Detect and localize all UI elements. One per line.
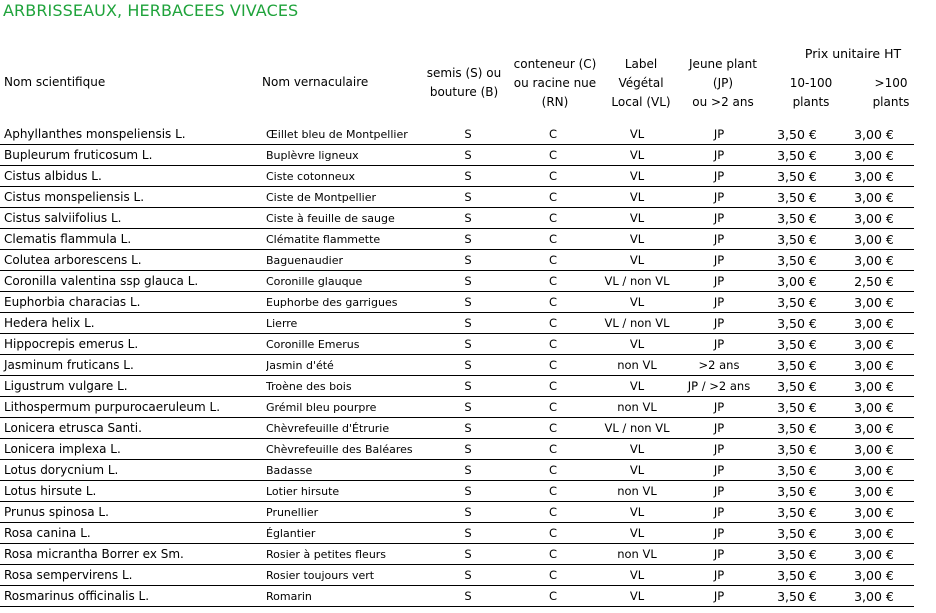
method-cell: S xyxy=(426,313,510,334)
container-cell: C xyxy=(510,166,596,187)
label-cell: VL xyxy=(596,334,678,355)
young-plant-cell: JP xyxy=(678,271,760,292)
table-row xyxy=(0,418,914,439)
header-price-line: 10-100 xyxy=(789,76,833,90)
price-over-100-cell: 3,00 € xyxy=(834,145,914,166)
header-price-line: plants xyxy=(792,95,830,109)
vernacular-name-cell: Euphorbe des garrigues xyxy=(266,292,426,313)
container-cell: C xyxy=(510,313,596,334)
header-scientific-name: Nom scientifique xyxy=(4,75,106,89)
scientific-name-cell: Jasminum fruticans L. xyxy=(0,355,266,376)
container-cell: C xyxy=(510,544,596,565)
label-cell: VL xyxy=(596,187,678,208)
price-10-100-cell: 3,50 € xyxy=(760,166,834,187)
price-10-100-cell: 3,00 € xyxy=(760,271,834,292)
container-cell: C xyxy=(510,145,596,166)
scientific-name-cell: Euphorbia characias L. xyxy=(0,292,266,313)
vernacular-name-cell: Lotier hirsute xyxy=(266,481,426,502)
price-over-100-cell: 3,00 € xyxy=(834,166,914,187)
table-row xyxy=(0,544,914,565)
label-cell: VL xyxy=(596,565,678,586)
container-cell: C xyxy=(510,334,596,355)
vernacular-name-cell: Églantier xyxy=(266,523,426,544)
table-row xyxy=(0,124,914,145)
vernacular-name-cell: Rosier toujours vert xyxy=(266,565,426,586)
price-10-100-cell: 3,50 € xyxy=(760,292,834,313)
label-cell: non VL xyxy=(596,544,678,565)
scientific-name-cell: Lithospermum purpurocaeruleum L. xyxy=(0,397,266,418)
table-row xyxy=(0,523,914,544)
scientific-name-cell: Ligustrum vulgare L. xyxy=(0,376,266,397)
label-cell: non VL xyxy=(596,481,678,502)
price-10-100-cell: 3,50 € xyxy=(760,523,834,544)
method-cell: S xyxy=(426,586,510,607)
label-cell: VL xyxy=(596,439,678,460)
header-price-10-100 xyxy=(774,74,848,112)
table-row xyxy=(0,376,914,397)
vernacular-name-cell: Ciste cotonneux xyxy=(266,166,426,187)
label-cell: VL xyxy=(596,208,678,229)
vernacular-name-cell: Grémil bleu pourpre xyxy=(266,397,426,418)
table-row xyxy=(0,166,914,187)
young-plant-cell: JP xyxy=(678,313,760,334)
method-cell: S xyxy=(426,124,510,145)
container-cell: C xyxy=(510,460,596,481)
method-cell: S xyxy=(426,439,510,460)
scientific-name-cell: Lotus dorycnium L. xyxy=(0,460,266,481)
price-over-100-cell: 3,00 € xyxy=(834,208,914,229)
label-cell: VL xyxy=(596,292,678,313)
method-cell: S xyxy=(426,481,510,502)
price-10-100-cell: 3,50 € xyxy=(760,586,834,607)
scientific-name-cell: Rosa sempervirens L. xyxy=(0,565,266,586)
young-plant-cell: JP / >2 ans xyxy=(678,376,760,397)
vernacular-name-cell: Œillet bleu de Montpellier xyxy=(266,124,426,145)
plant-price-table xyxy=(0,124,914,607)
price-over-100-cell: 3,00 € xyxy=(834,460,914,481)
header-container xyxy=(507,55,603,112)
young-plant-cell: JP xyxy=(678,418,760,439)
method-cell: S xyxy=(426,145,510,166)
method-cell: S xyxy=(426,208,510,229)
header-young-plant xyxy=(682,55,764,112)
container-cell: C xyxy=(510,397,596,418)
label-cell: VL / non VL xyxy=(596,418,678,439)
table-row xyxy=(0,292,914,313)
price-over-100-cell: 3,00 € xyxy=(834,355,914,376)
method-cell: S xyxy=(426,166,510,187)
method-cell: S xyxy=(426,565,510,586)
young-plant-cell: JP xyxy=(678,586,760,607)
price-10-100-cell: 3,50 € xyxy=(760,334,834,355)
price-over-100-cell: 3,00 € xyxy=(834,376,914,397)
scientific-name-cell: Prunus spinosa L. xyxy=(0,502,266,523)
header-label-line: Local (VL) xyxy=(611,95,671,109)
method-cell: S xyxy=(426,250,510,271)
container-cell: C xyxy=(510,250,596,271)
vernacular-name-cell: Rosier à petites fleurs xyxy=(266,544,426,565)
table-row xyxy=(0,334,914,355)
label-cell: non VL xyxy=(596,397,678,418)
scientific-name-cell: Aphyllanthes monspeliensis L. xyxy=(0,124,266,145)
price-over-100-cell: 3,00 € xyxy=(834,544,914,565)
young-plant-cell: JP xyxy=(678,565,760,586)
scientific-name-cell: Hippocrepis emerus L. xyxy=(0,334,266,355)
young-plant-cell: JP xyxy=(678,439,760,460)
container-cell: C xyxy=(510,271,596,292)
price-10-100-cell: 3,50 € xyxy=(760,544,834,565)
young-plant-cell: JP xyxy=(678,229,760,250)
table-row xyxy=(0,355,914,376)
young-plant-cell: JP xyxy=(678,166,760,187)
table-row xyxy=(0,502,914,523)
table-row xyxy=(0,313,914,334)
young-plant-cell: >2 ans xyxy=(678,355,760,376)
table-row xyxy=(0,229,914,250)
container-cell: C xyxy=(510,481,596,502)
price-over-100-cell: 2,50 € xyxy=(834,271,914,292)
scientific-name-cell: Rosa micrantha Borrer ex Sm. xyxy=(0,544,266,565)
young-plant-cell: JP xyxy=(678,460,760,481)
label-cell: VL xyxy=(596,376,678,397)
scientific-name-cell: Lotus hirsute L. xyxy=(0,481,266,502)
label-cell: VL xyxy=(596,502,678,523)
scientific-name-cell: Rosmarinus officinalis L. xyxy=(0,586,266,607)
price-10-100-cell: 3,50 € xyxy=(760,208,834,229)
method-cell: S xyxy=(426,460,510,481)
vernacular-name-cell: Lierre xyxy=(266,313,426,334)
price-over-100-cell: 3,00 € xyxy=(834,502,914,523)
label-cell: VL xyxy=(596,523,678,544)
container-cell: C xyxy=(510,124,596,145)
vernacular-name-cell: Jasmin d'été xyxy=(266,355,426,376)
table-row xyxy=(0,460,914,481)
price-10-100-cell: 3,50 € xyxy=(760,481,834,502)
young-plant-cell: JP xyxy=(678,481,760,502)
vernacular-name-cell: Ciste à feuille de sauge xyxy=(266,208,426,229)
scientific-name-cell: Bupleurum fruticosum L. xyxy=(0,145,266,166)
header-label-line: Végétal xyxy=(618,76,664,90)
price-10-100-cell: 3,50 € xyxy=(760,460,834,481)
vernacular-name-cell: Troène des bois xyxy=(266,376,426,397)
method-cell: S xyxy=(426,292,510,313)
price-over-100-cell: 3,00 € xyxy=(834,334,914,355)
price-over-100-cell: 3,00 € xyxy=(834,229,914,250)
container-cell: C xyxy=(510,187,596,208)
scientific-name-cell: Lonicera implexa L. xyxy=(0,439,266,460)
header-container-line: ou racine nue xyxy=(513,76,597,90)
header-young-line: Jeune plant xyxy=(689,57,757,71)
price-10-100-cell: 3,50 € xyxy=(760,250,834,271)
label-cell: non VL xyxy=(596,355,678,376)
header-method xyxy=(422,64,506,102)
header-method-line: bouture (B) xyxy=(429,85,499,99)
label-cell: VL xyxy=(596,460,678,481)
scientific-name-cell: Coronilla valentina ssp glauca L. xyxy=(0,271,266,292)
label-cell: VL / non VL xyxy=(596,271,678,292)
method-cell: S xyxy=(426,502,510,523)
price-10-100-cell: 3,50 € xyxy=(760,229,834,250)
vernacular-name-cell: Baguenaudier xyxy=(266,250,426,271)
table-row xyxy=(0,271,914,292)
header-price-line: >100 xyxy=(874,76,908,90)
container-cell: C xyxy=(510,208,596,229)
label-cell: VL xyxy=(596,229,678,250)
scientific-name-cell: Lonicera etrusca Santi. xyxy=(0,418,266,439)
header-young-line: (JP) xyxy=(712,76,734,90)
vernacular-name-cell: Clématite flammette xyxy=(266,229,426,250)
header-price-over-100 xyxy=(852,74,930,112)
header-price-line: plants xyxy=(872,95,910,109)
price-over-100-cell: 3,00 € xyxy=(834,292,914,313)
price-10-100-cell: 3,50 € xyxy=(760,502,834,523)
vernacular-name-cell: Prunellier xyxy=(266,502,426,523)
label-cell: VL xyxy=(596,145,678,166)
container-cell: C xyxy=(510,292,596,313)
method-cell: S xyxy=(426,355,510,376)
vernacular-name-cell: Buplèvre ligneux xyxy=(266,145,426,166)
label-cell: VL xyxy=(596,124,678,145)
method-cell: S xyxy=(426,544,510,565)
header-method-line: semis (S) ou xyxy=(426,66,502,80)
price-over-100-cell: 3,00 € xyxy=(834,124,914,145)
label-cell: VL xyxy=(596,250,678,271)
price-10-100-cell: 3,50 € xyxy=(760,313,834,334)
young-plant-cell: JP xyxy=(678,124,760,145)
vernacular-name-cell: Badasse xyxy=(266,460,426,481)
container-cell: C xyxy=(510,376,596,397)
price-over-100-cell: 3,00 € xyxy=(834,439,914,460)
method-cell: S xyxy=(426,229,510,250)
header-vernacular-name: Nom vernaculaire xyxy=(262,75,369,89)
label-cell: VL xyxy=(596,586,678,607)
price-over-100-cell: 3,00 € xyxy=(834,397,914,418)
header-young-line: ou >2 ans xyxy=(692,95,754,109)
table-row xyxy=(0,481,914,502)
young-plant-cell: JP xyxy=(678,502,760,523)
method-cell: S xyxy=(426,376,510,397)
scientific-name-cell: Colutea arborescens L. xyxy=(0,250,266,271)
price-over-100-cell: 3,00 € xyxy=(834,187,914,208)
vernacular-name-cell: Coronille glauque xyxy=(266,271,426,292)
method-cell: S xyxy=(426,397,510,418)
label-cell: VL / non VL xyxy=(596,313,678,334)
header-label-line: Label xyxy=(624,57,658,71)
young-plant-cell: JP xyxy=(678,334,760,355)
scientific-name-cell: Cistus salviifolius L. xyxy=(0,208,266,229)
young-plant-cell: JP xyxy=(678,523,760,544)
table-row xyxy=(0,250,914,271)
scientific-name-cell: Cistus albidus L. xyxy=(0,166,266,187)
price-10-100-cell: 3,50 € xyxy=(760,397,834,418)
header-container-line: conteneur (C) xyxy=(513,57,597,71)
young-plant-cell: JP xyxy=(678,187,760,208)
young-plant-cell: JP xyxy=(678,544,760,565)
price-10-100-cell: 3,50 € xyxy=(760,376,834,397)
table-row xyxy=(0,145,914,166)
price-10-100-cell: 3,50 € xyxy=(760,418,834,439)
scientific-name-cell: Hedera helix L. xyxy=(0,313,266,334)
method-cell: S xyxy=(426,334,510,355)
container-cell: C xyxy=(510,418,596,439)
table-row xyxy=(0,397,914,418)
price-10-100-cell: 3,50 € xyxy=(760,355,834,376)
vernacular-name-cell: Ciste de Montpellier xyxy=(266,187,426,208)
table-row xyxy=(0,208,914,229)
scientific-name-cell: Rosa canina L. xyxy=(0,523,266,544)
price-over-100-cell: 3,00 € xyxy=(834,250,914,271)
young-plant-cell: JP xyxy=(678,292,760,313)
price-over-100-cell: 3,00 € xyxy=(834,523,914,544)
method-cell: S xyxy=(426,271,510,292)
container-cell: C xyxy=(510,523,596,544)
container-cell: C xyxy=(510,439,596,460)
young-plant-cell: JP xyxy=(678,250,760,271)
vernacular-name-cell: Coronille Emerus xyxy=(266,334,426,355)
container-cell: C xyxy=(510,565,596,586)
header-label xyxy=(600,55,682,112)
vernacular-name-cell: Chèvrefeuille des Baléares xyxy=(266,439,426,460)
young-plant-cell: JP xyxy=(678,145,760,166)
price-over-100-cell: 3,00 € xyxy=(834,481,914,502)
price-10-100-cell: 3,50 € xyxy=(760,565,834,586)
price-10-100-cell: 3,50 € xyxy=(760,187,834,208)
table-row xyxy=(0,439,914,460)
price-over-100-cell: 3,00 € xyxy=(834,418,914,439)
scientific-name-cell: Clematis flammula L. xyxy=(0,229,266,250)
price-over-100-cell: 3,00 € xyxy=(834,313,914,334)
method-cell: S xyxy=(426,418,510,439)
vernacular-name-cell: Chèvrefeuille d'Étrurie xyxy=(266,418,426,439)
label-cell: VL xyxy=(596,166,678,187)
price-10-100-cell: 3,50 € xyxy=(760,145,834,166)
container-cell: C xyxy=(510,355,596,376)
page-title: ARBRISSEAUX, HERBACEES VIVACES xyxy=(3,1,299,20)
young-plant-cell: JP xyxy=(678,397,760,418)
vernacular-name-cell: Romarin xyxy=(266,586,426,607)
container-cell: C xyxy=(510,586,596,607)
price-10-100-cell: 3,50 € xyxy=(760,124,834,145)
scientific-name-cell: Cistus monspeliensis L. xyxy=(0,187,266,208)
price-10-100-cell: 3,50 € xyxy=(760,439,834,460)
method-cell: S xyxy=(426,187,510,208)
table-row xyxy=(0,586,914,607)
price-over-100-cell: 3,00 € xyxy=(834,565,914,586)
method-cell: S xyxy=(426,523,510,544)
young-plant-cell: JP xyxy=(678,208,760,229)
table-row xyxy=(0,187,914,208)
price-over-100-cell: 3,00 € xyxy=(834,586,914,607)
header-container-line: (RN) xyxy=(541,95,569,109)
container-cell: C xyxy=(510,229,596,250)
container-cell: C xyxy=(510,502,596,523)
header-price-group: Prix unitaire HT xyxy=(804,46,902,61)
table-row xyxy=(0,565,914,586)
